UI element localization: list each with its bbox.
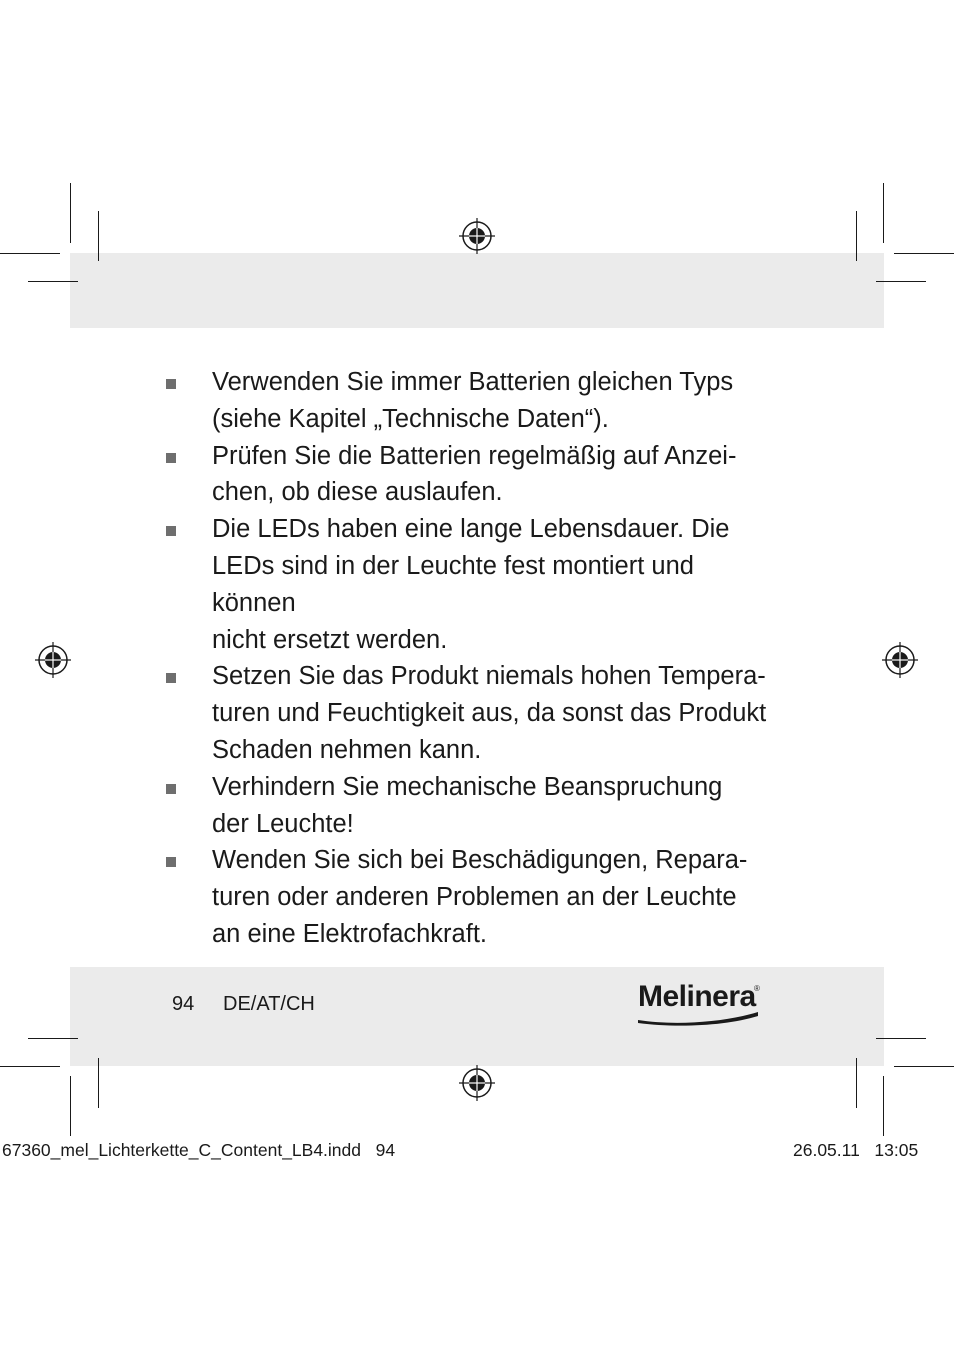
language-code: DE/AT/CH	[223, 993, 315, 1015]
crop-mark	[876, 281, 926, 282]
crop-mark	[883, 1076, 884, 1136]
header-band	[70, 253, 884, 328]
safety-bullet-list	[160, 364, 780, 953]
list-item	[160, 769, 780, 843]
square-bullet-icon	[166, 784, 176, 794]
page-number: 94	[172, 993, 195, 1015]
crop-mark	[98, 211, 99, 261]
list-item	[160, 842, 780, 952]
print-slug-datetime: 26.05.11 13:05	[793, 1140, 919, 1160]
crop-mark	[856, 211, 857, 261]
square-bullet-icon	[166, 453, 176, 463]
square-bullet-icon	[166, 857, 176, 867]
registration-mark-icon	[457, 216, 497, 256]
crop-mark	[894, 1066, 954, 1067]
list-item-text: Verhindern Sie mechanische Beanspruchung der Leuchte!	[212, 772, 723, 838]
list-item-text: Setzen Sie das Produkt niemals hohen Tempera- turen und Feuchtigkeit aus, da sonst das Produkt Schaden nehmen kann.	[212, 662, 767, 764]
crop-mark	[0, 1066, 60, 1067]
list-item-text: Die LEDs haben eine lange Lebensdauer. Die LEDs sind in der Leuchte fest montiert und können nicht ersetzt werden.	[212, 515, 730, 654]
square-bullet-icon	[166, 379, 176, 389]
brand-name: Melinera	[638, 980, 756, 1013]
registered-mark: ®	[754, 984, 760, 993]
list-item	[160, 511, 780, 658]
list-item	[160, 438, 780, 512]
logo-swoosh-icon	[636, 1010, 760, 1026]
crop-mark	[70, 1076, 71, 1136]
crop-mark	[894, 253, 954, 254]
list-item-text: Prüfen Sie die Batterien regelmäßig auf Anzei- chen, ob diese auslaufen.	[212, 441, 737, 507]
list-item	[160, 364, 780, 438]
crop-mark	[876, 1038, 926, 1039]
square-bullet-icon	[166, 673, 176, 683]
crop-mark	[856, 1058, 857, 1108]
registration-mark-icon	[457, 1063, 497, 1103]
print-slug-file: 67360_mel_Lichterkette_C_Content_LB4.indd 94	[2, 1140, 396, 1160]
registration-mark-icon	[33, 640, 73, 680]
crop-mark	[98, 1058, 99, 1108]
list-item	[160, 658, 780, 768]
list-item-text: Wenden Sie sich bei Beschädigungen, Repara- turen oder anderen Problemen an der Leuchte an eine Elektrofachkraft.	[212, 846, 748, 948]
crop-mark	[883, 183, 884, 243]
crop-mark	[70, 183, 71, 243]
square-bullet-icon	[166, 526, 176, 536]
crop-mark	[0, 253, 60, 254]
crop-mark	[28, 281, 78, 282]
crop-mark	[28, 1038, 78, 1039]
list-item-text: Verwenden Sie immer Batterien gleichen Typs (siehe Kapitel „Technische Daten“).	[212, 368, 734, 433]
brand-logo	[636, 980, 762, 1026]
registration-mark-icon	[880, 640, 920, 680]
